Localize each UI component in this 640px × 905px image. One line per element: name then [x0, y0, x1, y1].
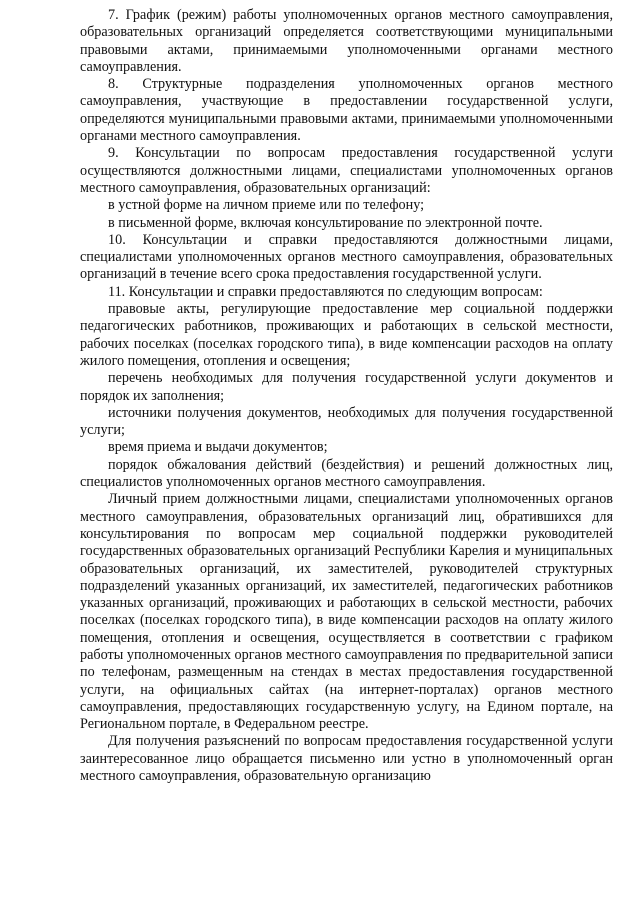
- paragraph-11-legal-acts: правовые акты, регулирующие предоставление мер социальной поддержки педагогических работников, проживающих и работающих в сельской местности, рабочих поселках (поселках городского типа), в виде компенсации расходов на оплату жилого помещения, отопления и освещения;: [80, 301, 613, 369]
- paragraph-11-document-sources: источники получения документов, необходимых для получения государственной услуги;: [80, 404, 613, 439]
- paragraph-personal-reception: Личный прием должностными лицами, специалистами уполномоченных органов местного самоуправления, образовательных организаций лиц, обратившихся для консультирования по вопросам мер социальной поддержки руководителей государственных образовательных организаций Республики Карелия и муниципальных образовательных организаций, их заместителей, руководителей структурных подразделений указанных организаций, их заместителей, педагогических работников указанных организаций, проживающих и работающих в сельской местности, рабочих поселках (поселках городского типа), в виде компенсации расходов на оплату жилого помещения, отопления и освещения, осуществляется в соответствии с графиком работы уполномоченных органов местного самоуправления по предварительной записи по телефонам, размещенным на стендах в местах предоставления государственной услуги, на официальных сайтах (на интернет-порталах) органов местного самоуправления, предоставляющих государственную услугу, на Едином портале, на Региональном портале, в Федеральном реестре.: [80, 491, 613, 733]
- paragraph-8-structural-units: 8. Структурные подразделения уполномоченных органов местного самоуправления, участвующие в предоставлении государственной услуги, определяются муниципальными правовыми актами, принимаемыми уполномоченными органами местного самоуправления.: [80, 76, 613, 145]
- paragraph-9-consultations: 9. Консультации по вопросам предоставления государственной услуги осуществляются должностными лицами, специалистами уполномоченных органов местного самоуправления, образовательных организаций:: [80, 145, 613, 196]
- paragraph-11-consultation-topics: 11. Консультации и справки предоставляются по следующим вопросам:: [108, 283, 543, 300]
- paragraph-9-written-form: в письменной форме, включая консультирование по электронной почте.: [108, 214, 543, 231]
- paragraph-7-work-schedule: 7. График (режим) работы уполномоченных органов местного самоуправления, образовательных организаций определяется соответствующими муниципальными правовыми актами, принимаемыми уполномоченными органами местного самоуправления.: [80, 7, 613, 75]
- paragraph-11-reception-time: время приема и выдачи документов;: [108, 439, 328, 456]
- document-page: [80, 7, 613, 785]
- paragraph-10-consultations-period: 10. Консультации и справки предоставляются должностными лицами, специалистами уполномоченных органов местного самоуправления, образовательных организаций в течение всего срока предоставления государственной услуги.: [80, 231, 613, 283]
- paragraph-9-oral-form: в устной форме на личном приеме или по телефону;: [108, 197, 425, 214]
- paragraph-11-appeal-procedure: порядок обжалования действий (бездействия) и решений должностных лиц, специалистов уполномоченных органов местного самоуправления.: [80, 456, 613, 491]
- paragraph-11-documents-list: перечень необходимых для получения государственной услуги документов и порядок их заполнения;: [80, 370, 613, 404]
- paragraph-clarifications: Для получения разъяснений по вопросам предоставления государственной услуги заинтересованное лицо обращается письменно или устно в уполномоченный орган местного самоуправления, образовательную организацию: [80, 733, 613, 785]
